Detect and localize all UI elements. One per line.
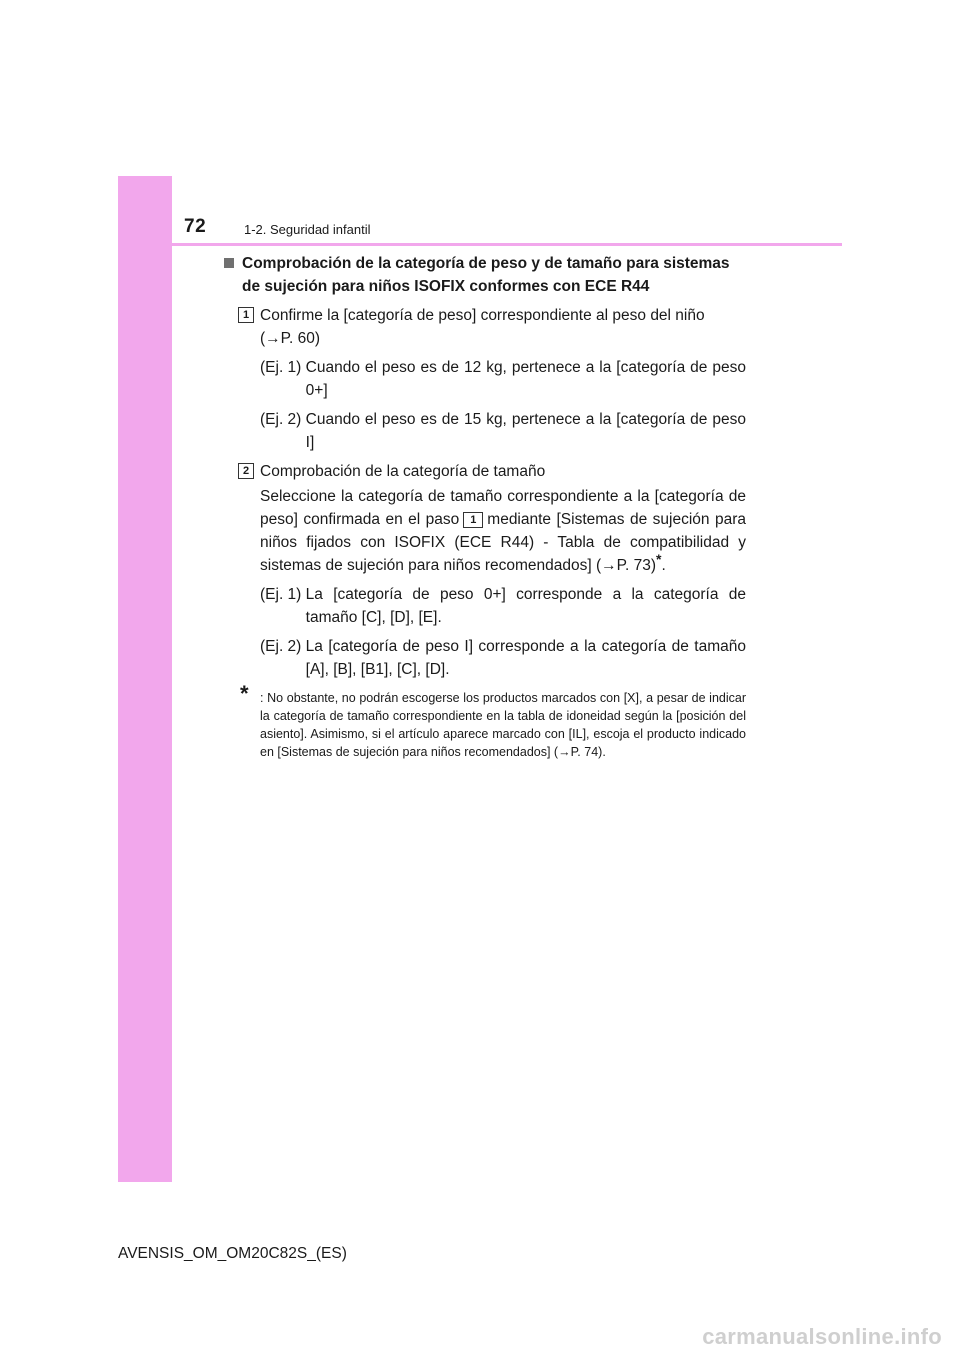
step-2: [222, 460, 746, 577]
page-content: [222, 252, 746, 761]
step-1: [222, 304, 746, 350]
section-heading: [222, 252, 746, 298]
step-2-paragraph: [260, 485, 746, 577]
example-text: Cuando el peso es de 15 kg, pertenece a la [categoría de peso I]: [305, 411, 746, 451]
example-text: La [categoría de peso 0+] corresponde a la categoría de tamaño [C], [D], [E].: [305, 586, 746, 626]
footnote-asterisk: *: [240, 681, 249, 706]
section-heading-text: Comprobación de la categoría de peso y de tamaño para sistemas de sujeción para niños ISOFIX conformes con ECE R44: [242, 255, 730, 295]
example-item: [222, 408, 746, 454]
example-label: (Ej. 1): [260, 586, 306, 603]
step-2-text-start: Seleccione la categoría de tamaño correspondiente a la [categoría de peso] confirmada en el paso: [260, 488, 746, 528]
asterisk-mark: *: [656, 550, 662, 567]
period: .: [661, 557, 666, 574]
step-1-instruction: Confirme la [categoría de peso] correspondiente al peso del niño: [260, 307, 705, 324]
step-2-title: Comprobación de la categoría de tamaño: [260, 463, 546, 480]
example-text: La [categoría de peso I] corresponde a la categoría de tamaño [A], [B], [B1], [C], [D].: [305, 638, 746, 678]
margin-tab-bar: [118, 176, 172, 1182]
page-reference-link[interactable]: (→P. 60): [260, 330, 321, 347]
step-2-text-cont[interactable]: mediante [Sistemas de sujeción para niños fijados con ISOFIX (ECE R44) - Tabla de compatibilidad y sistemas de sujeción para niños recomendados] (→P. 73): [260, 511, 746, 574]
inline-step-box: 1: [463, 512, 483, 528]
example-text: Cuando el peso es de 12 kg, pertenece a la [categoría de peso 0+]: [305, 359, 746, 399]
watermark: carmanualsonline.info: [702, 1324, 942, 1349]
footnote-text: : No obstante, no podrán escogerse los productos marcados con [X], a pesar de indicar la categoría de tamaño correspondiente en la tabla de idoneidad según la [posición del asiento]. Asimismo, si el artículo aparece marcado con [IL], escoja el producto indicado en [Sistemas de sujeción para niños recomendados] (→P. 74).: [260, 691, 746, 759]
example-item: [222, 635, 746, 681]
example-item: [222, 583, 746, 629]
page-number: 72: [184, 216, 207, 237]
square-bullet-icon: [224, 258, 234, 268]
example-label: (Ej. 1): [260, 359, 306, 376]
example-label: (Ej. 2): [260, 638, 306, 655]
example-label: (Ej. 2): [260, 411, 306, 428]
step-number-box: 2: [238, 463, 254, 479]
document-code-footer: AVENSIS_OM_OM20C82S_(ES): [118, 1245, 347, 1262]
step-1-text: [260, 304, 746, 350]
footnote: [222, 681, 746, 761]
step-number-box: 1: [238, 307, 254, 323]
section-title: 1-2. Seguridad infantil: [244, 222, 371, 237]
example-item: [222, 356, 746, 402]
header-divider: [118, 243, 842, 246]
